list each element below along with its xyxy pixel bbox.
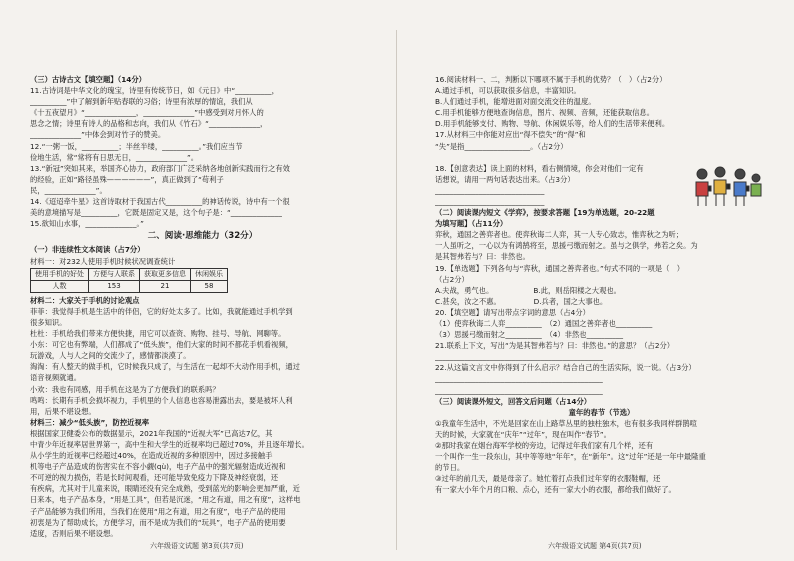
question-line: ______________________________ — [435, 185, 545, 195]
table-cell: 153 — [89, 280, 140, 292]
question-line: 22.从这篇文言文中你得到了什么启示？结合自己的生活实际，说一说。（占3分） — [435, 363, 696, 373]
right-page-footer: 六年级语文试题 第4页(共7页) — [548, 542, 642, 550]
survey-table — [30, 268, 228, 293]
left-page-footer: 六年级语文试题 第3页(共7页) — [150, 542, 244, 550]
material3-line: 从小学生的近视率已经超过40%，在造成近视的多种原因中，因过多接触手 — [30, 451, 273, 461]
story-line: 有一家大小年个月的口粮、点心，还有一家大小的衣服，都给我们做好了。 — [435, 485, 676, 495]
question-line: 18.【创意表达】读上面的材料，看右侧情境，你会对他们一定有 — [435, 163, 644, 173]
question-line: D.用手机能够支付、购物、导航、休闲娱乐等，给人们的生活带来便利。 — [435, 119, 670, 129]
material2-line: 玩游戏，人与人之间的交流少了，感情都淡漠了。 — [30, 351, 191, 361]
question-line: 的经验，正如“路径虽殊——————”，真正做到了“苟利子 — [30, 174, 224, 184]
material3-line: 机等电子产品造成的伤害实在不容小觑(qù)，电子产品中的强光辐射造成近视和 — [30, 462, 286, 472]
material3-title: 材料三：减少“低头族”，防控近视率 — [30, 417, 150, 427]
question-line: ______________________________ — [435, 196, 545, 206]
question-line: ______________”中体会到对竹子的赞美。 — [30, 130, 166, 140]
material2-line: 很多知识。 — [30, 317, 67, 327]
question-line: 20.【填空题】请写出带点字词的意思（占4分） — [435, 307, 590, 317]
question-line: （占2分） — [435, 274, 469, 284]
question-line: 21.联系上下文，写出“为是其智弗若与？曰：非然也。”的意思？（占2分） — [435, 341, 675, 351]
part2-heading: （二）阅读课内短文《学弈》，按要求答题【19为单选题，20-22题 — [435, 208, 655, 218]
table-row — [31, 280, 228, 292]
passage-line: 是其智弗若与？曰：非然也。 — [435, 252, 530, 262]
story-line: ①我童年生活中，不光是回家在山上路草丛里的独柱独木，也有很多我同样群鹊喧 — [435, 418, 697, 428]
material3-line: 初衷是为了帮助成长，方便学习，而不是成为我们的“玩具”，电子产品的使用要 — [30, 517, 286, 527]
question-line: A.通过手机，可以获取很多信息，丰富知识。 — [435, 86, 581, 96]
story-line: ③过年的前几天，最是母亲了。她忙着打点我们过年穿的衣服鞋帽，还 — [435, 474, 661, 484]
question-line: 12.“一粥一饭，__________；半丝半缕，__________。”我们应当节 — [30, 141, 243, 151]
question-line: 13.“新冠”突如其来，举国齐心协力，政府部门广泛采纳各地创新实践而行之有效 — [30, 163, 290, 173]
question-line: 19.【单选题】下列各句与“弈秋，通国之善弈者也。”句式不同的一项是（ ） — [435, 263, 685, 273]
material2-line: 鸣鸣：长期有手机会损坏视力，手机里的个人信息也容易泄露出去，要是被坏人利 — [30, 395, 293, 405]
table-cell: 21 — [140, 280, 191, 292]
question-line: ______________________________________________ — [435, 374, 603, 384]
phone-users-illustration — [690, 164, 764, 212]
story-body — [435, 418, 768, 496]
material3-line: 根据国家卫健委公布的数据显示，2021年我国的“近视大军”已高达7亿，其 — [30, 428, 273, 438]
material2-line: 语音视频就通。 — [30, 373, 82, 383]
question-line: （1）使弈秋诲二人弈__________ （2）通国之善弈者也__________ — [435, 318, 653, 328]
question-line: A.夫战，勇气也。 B.此，则岳阳楼之大观也。 — [435, 285, 621, 295]
question-line: ______________________________________________ — [435, 352, 603, 362]
material3-line: 有疾病，尤其对于儿童来说，眼睛还没有完全成熟，受到蓝光的影响会更加严重，近 — [30, 484, 300, 494]
question-line: 11.古诗词是中华文化的瑰宝，诗里有传统节日，如《元日》中“__________， — [30, 86, 279, 96]
material3-body — [30, 428, 375, 539]
material2-body — [30, 306, 375, 417]
material2-line: 用，后果不堪设想。 — [30, 406, 96, 416]
material2-line: 小东：可它也有弊端，人们都成了“低头族”，他们大家的时间不都花手机看视频， — [30, 340, 293, 350]
question-line: 14.《迢迢牵牛星》这首诗取材于我国古代__________的神话传说，诗中有一个很 — [30, 197, 290, 207]
table-row — [31, 268, 228, 280]
table-header-cell: 休闲娱乐 — [191, 268, 228, 280]
xueyi-passage — [435, 229, 768, 262]
story-line: 天的时候，大家就在“庆年”“过年”，现在叫作“春节”。 — [435, 429, 611, 439]
part2-heading-cont: 为填写题】（占11分） — [435, 219, 508, 229]
material2-line: 小欢：我也有同感，用手机在这是为了方便我们的联系吗？ — [30, 384, 220, 394]
question-line: “失”是指__________________。（占2分） — [435, 141, 568, 151]
material2-title: 材料二：大家关于手机的讨论观点 — [30, 295, 140, 305]
question-line: 美的意境描写是__________，它既是固定又是，这个句子是：“______________ — [30, 208, 282, 218]
question-line: 15.欲知山水事，______________。” — [30, 219, 144, 229]
material3-line: 日来本，电子产品本身，“用是工具”，但若是沉迷，“用之有道，用之有度”，这样电 — [30, 495, 301, 505]
question-line: 民，______________”。 — [30, 185, 107, 195]
material2-line: 淘淘：有人整天的做手机，它时候我只成了，与生活在一起却不大动作用手机，通过 — [30, 362, 300, 372]
material3-line: 中青少年近视率居世界第一，高中生和大学生的近视率均已超过70%，并且逐年增长。 — [30, 440, 309, 449]
right-question-block-2 — [435, 263, 768, 396]
question-line: B.人们通过手机，能增进面对面交流交往的温度。 — [435, 97, 596, 107]
material3-line: 不可逆的视力损伤，若是长时间观看，还可能导致免疫力下降及神经衰弱，还 — [30, 473, 279, 483]
question-line: ______________________________________________ — [435, 385, 603, 395]
material2-line: 杜杜：手机给我们带来方便快捷，用它可以查资、购物、挂号、导航、网聊等。 — [30, 329, 286, 339]
part3-heading: （三）阅读课外短文，回答文后问题（占14分） — [435, 396, 592, 406]
material2-line: 菲菲：我觉得手机是生活中的伴侣，它的好处太多了。比如，我就能通过手机学到 — [30, 306, 293, 316]
left-question-block — [30, 74, 375, 229]
question-line: （三）古诗古文【填空题】（14分） — [30, 75, 146, 84]
table-header-cell: 方便与人联系 — [89, 268, 140, 280]
material1-title: 材料一：对232人使用手机时候状况调查统计 — [30, 256, 176, 266]
question-line: 16.阅读材料一、二，判断以下哪项不属于手机的优势？（ ）（占2分） — [435, 75, 667, 84]
question-line: 话想说，请用一两句话表达出来。（占3分） — [435, 174, 575, 184]
story-line: 一个叫作一生一段东山，其中等等地“年年”，在“新年”。这“过年”还是一年中最隆重 — [435, 452, 706, 462]
question-line: （3）思援弓缴而射之__________ （4）非然也__________ — [435, 330, 624, 340]
passage-line: 一人虽听之，一心以为有鸿鹄将至，思援弓缴而射之。虽与之俱学，弗若之矣。为 — [435, 241, 698, 251]
story-title: 童年的春节（节选） — [568, 407, 635, 417]
table-cell: 人数 — [31, 280, 89, 292]
story-line: ②那时我家在烟台海军学校的旁边，记得过年我们家有几个样，还有 — [435, 441, 654, 450]
table-cell: 58 — [191, 280, 228, 292]
question-line: __________”中了解到新年贴春联的习俗；诗里有浓厚的情谊，我们从 — [30, 97, 253, 107]
question-line: 17.从材料三中你能对应出“得不偿失”的“得”和 — [435, 130, 586, 140]
passage-line: 弈秋，通国之善弈者也。使弈秋诲二人弈，其一人专心致志，惟弈秋之为听； — [435, 230, 684, 240]
section-heading: 二、阅读·思维能力（32分） — [147, 231, 258, 242]
material3-line: 子产品能够为我们所用，当我们在使用“用之有道，用之有度”，电子产品的使用 — [30, 506, 286, 516]
table-header-cell: 使用手机的好处 — [31, 268, 89, 280]
question-line: C.甚矣，汝之不惠。 D.兵者，国之大事也。 — [435, 296, 608, 306]
question-line: 思念之情；诗里有诗人的品格和志向，我们从《竹石》“______________， — [30, 119, 268, 129]
question-line: 《十五夜望月》“______________，______________”中感受到对月怀人的 — [30, 108, 264, 118]
right-page — [397, 0, 794, 561]
question-line — [435, 152, 768, 163]
question-line: C.用手机能够方便地查询信息，图片、视频、音频，还能获取信息。 — [435, 108, 655, 118]
story-line: 的节日。 — [435, 463, 465, 473]
table-header-cell: 获取更多信息 — [140, 268, 191, 280]
part1-heading: （一）非连续性文本阅读（占7分） — [30, 245, 145, 255]
question-line: 俭地生活，常“常将有日思无日，______________”。 — [30, 152, 199, 162]
material3-line: 适度，否则后果不堪设想。 — [30, 528, 118, 538]
